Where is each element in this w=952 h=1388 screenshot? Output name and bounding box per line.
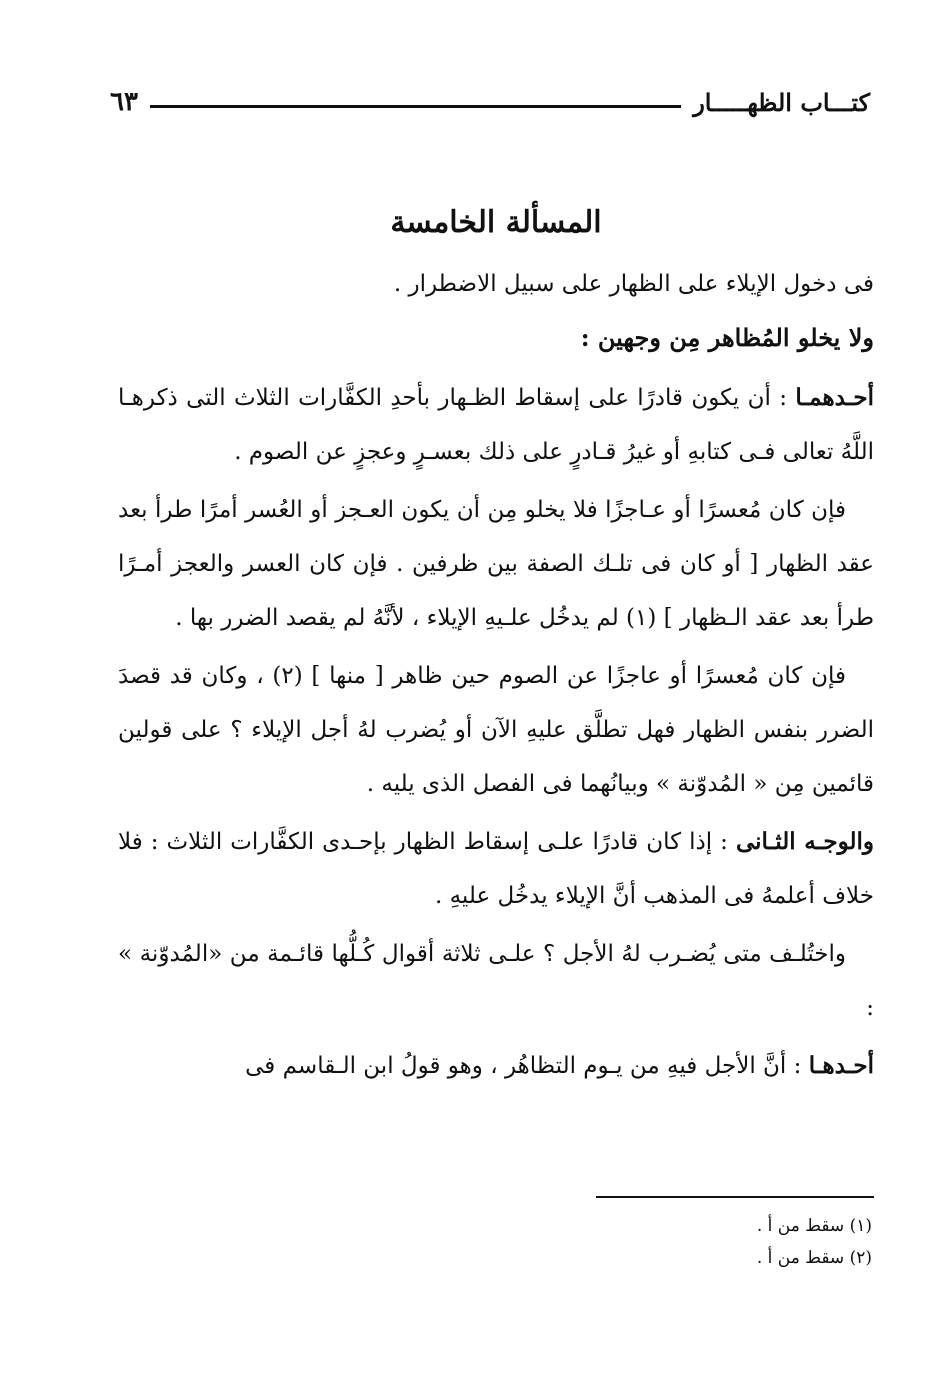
paragraph-8-text: : أنَّ الأجل فيهِ من يـوم التظاهُر ، وهو قولُ ابن الـقاسم فى [245, 1053, 809, 1079]
paragraph-8-lead: أحـدهـا [808, 1052, 874, 1079]
footnotes [472, 1210, 872, 1274]
paragraph-6-lead: والوجـه الثـانى [735, 828, 874, 855]
paragraph-7: واختُلـف متى يُضـرب لهُ الأجل ؟ علـى ثلاثة أقوال كُـلُّها قائـمة من «المُدوّنة » : [118, 941, 874, 1021]
page-number: ٦٣ [110, 87, 138, 117]
footnote-1: (١) سقط من أ . [756, 1216, 872, 1236]
paragraph-5: فإن كان مُعسرًا أو عاجزًا عن الصوم حين ظاهر [ منها ] (٢) ، وكان قد قصدَ الضرر بنفس الظهار فهل تطلَّق عليهِ الآن أو يُضرب لهُ أجل الإيلاء ؟ على قولين قائمين مِن « المُدوّنة » وبيانُهما فى الفصل الذى يليه . [118, 663, 874, 797]
paragraph-3-lead: أحـدهمـا [795, 384, 874, 411]
paragraph-3 [118, 371, 874, 479]
paragraph-6-text: : إذا كان قادرًا علـى إسقاط الظهار بإحـدى الكفَّارات الثلاث : فلا خلاف أعلمهُ فى المذهب أنَّ الإيلاء يدخُل عليهِ . [118, 829, 874, 909]
paragraph-3-text: : أن يكون قادرًا على إسقاط الظـهار بأحدِ الكفَّارات الثلاث التى ذكرهـا اللَّهُ تعالى فـى كتابهِ أو غيرُ قـادرٍ على ذلك بعسـرٍ وعجزٍ عن الصوم . [118, 385, 874, 465]
paragraph-8 [118, 1039, 874, 1093]
section-title: المسألة الخامسة [390, 205, 602, 240]
paragraph-4: فإن كان مُعسرًا أو عـاجزًا فلا يخلو مِن أن يكون العـجز أو العُسر أمرًا طرأ بعد عقد الظهار [ أو كان فى تلـك الصفة بين ظرفين . فإن كان العسر والعجز أمـرًا طرأ بعد عقد الـظهار ] (١) لم يدخُل علـيهِ الإيلاء ، لأنَّهُ لم يقصد الضرر بها . [118, 497, 874, 631]
footnote-rule [596, 1196, 874, 1198]
paragraph-6 [118, 815, 874, 923]
header-rule [150, 105, 681, 108]
body-text [118, 195, 874, 1097]
paragraph-2: ولا يخلو المُظاهر مِن وجهين : [580, 323, 874, 352]
running-header-title: كتـــاب الظهـــــار [693, 87, 870, 117]
paragraph-1: فى دخول الإيلاء على الظهار على سبيل الاضطرار . [393, 271, 874, 297]
footnote-2: (٢) سقط من أ . [756, 1248, 872, 1268]
running-header [110, 82, 870, 122]
